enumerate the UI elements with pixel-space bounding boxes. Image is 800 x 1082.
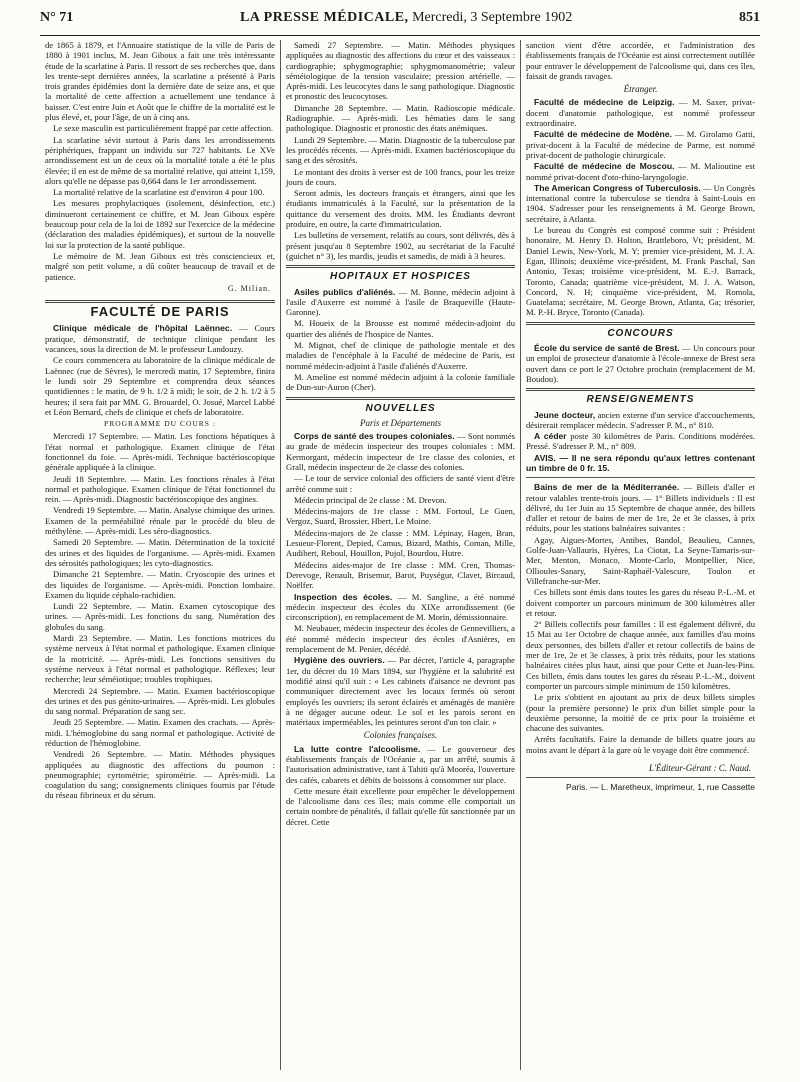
paragraph: — Le tour de service colonial des officiers de santé vient d'être arrêté comme suit :: [286, 473, 515, 494]
paragraph: Ces billets sont émis dans toutes les gares du réseau P.-L.-M. et doivent comporter un parcours minimum de 300 kilomètres aller et retour.: [526, 587, 755, 618]
schedule-item: Mercredi 17 Septembre. — Matin. Les fonctions hépatiques à l'état normal et pathologique. Examen clinique de l'état fonctionnel du foie. — Après-midi. Technique bactérioscopique générale appliquée à la clinique.: [45, 431, 275, 473]
article-label: Clinique médicale de l'hôpital Laënnec.: [53, 323, 233, 334]
schedule-item: Vendredi 26 Septembre. — Matin. Méthodes physiques appliquées au diagnostic des affections du poumon : pneumographie; cyrtométrie; spirométrie. — Après-midi. La coagulation du sang; consignements cliniques fournis par l'étude du réseau fibrineux et du sérum.: [45, 749, 275, 801]
section-divider: [286, 265, 515, 268]
paragraph: La scarlatine sévit surtout à Paris dans les arrondissements périphériques, frappant un individu sur 727 habitants. Le XVe arrondissement est un de ceux où la mortalité totale a été le plus élevée; il en est de même de sa mortalité relative, qui atteint 1,159, alors qu'elle ne dépasse pas 0,664 dans le 1er arrondissement.: [45, 134, 275, 186]
article-text: — M. Saxer, privat-docent d'anatomie pathologique, est nommé professeur extraordinaire.: [526, 97, 755, 129]
article-text: — Un Congrès international contre la tuberculose se tiendra à Saint-Louis en 1904. S'adresser pour les renseignements à M. George Brown, secrétaire, à Atlanta.: [526, 182, 755, 224]
newspaper-page: [40, 10, 760, 1076]
page-header: [40, 10, 760, 36]
article-label: Bains de mer de la Méditerranée.: [534, 482, 680, 493]
schedule-item: Samedi 27 Septembre. — Matin. Méthodes physiques appliquées au diagnostic des affections du cœur et des vaisseaux : cardiographie; sphygmographie; sphygmomanométrie; valeur séméiologique de la tension vasculaire; pression artérielle. — Après-midi. Les leucocytes dans le sang pathologique. Diagnostic et pronostic des leucocytoses.: [286, 40, 515, 102]
schedule-item: Mercredi 24 Septembre. — Matin. Examen bactérioscopique des urines et des pus génito-urinaires. — Après-midi. Les globules du sang normal. Préparation de sang sec.: [45, 685, 275, 717]
article-text: — M. Sangline, a été nommé médecin inspecteur des écoles du XIXe arrondissement (6e circonscription), en remplacement de M. Morin, démissionnaire.: [286, 591, 515, 623]
ad-label: A céder: [534, 431, 567, 442]
article-text: — Sont nommés au grade de médecin inspecteur des troupes coloniales : MM. Kermorgant, médecin inspecteur de 1re classe des colonies, et Grall, médecin inspecteur de 2e classe des colonies.: [286, 431, 516, 472]
paragraph: Les mesures prophylactiques (isolement, désinfection, etc.) diminueront certainement ce chiffre, et M. Jean Giboux espère beaucoup pour cela de la loi de 1892 sur l'exercice de la médecine (déclaration des maladies épidémiques), et surtout de la nouvelle loi sur la protection de la santé publique.: [45, 198, 275, 250]
column-1: [40, 40, 280, 1070]
schedule-item: Jeudi 18 Septembre. — Matin. Les fonctions rénales à l'état normal et pathologique. Examen clinique de l'état fonctionnel du rein. — Après-midi. Diagnostic bactérioscopique des angines.: [45, 473, 275, 505]
article-text: — Billets d'aller et retour valables trente-trois jours. — 1° Billets individuels : Il est délivré, du 1er Juin au 15 Septembre de chaque année, des billets d'aller et retour de bains de mer de 1re, 2e et 3e classes, à prix réduits, pour les stations balnéaires suivantes :: [526, 482, 755, 534]
paragraph: Arrêts facultatifs. Faire la demande de billets quatre jours au moins avant le départ à la gare où le voyage doit être commencé.: [526, 734, 755, 755]
paragraph: Les bulletins de versement, relatifs au cours, sont délivrés, dès à présent jusqu'au 8 Septembre 1902, au secrétariat de la Faculté (guichet n° 3), les mardis, jeudis et samedis, de midi à 3 heures.: [286, 230, 515, 261]
paragraph: de 1865 à 1879, et l'Annuaire statistique de la ville de Paris de 1880 à 1901 inclus, M. Jean Giboux a fait une très intéressante étude de la scarlatine à Paris. Il ressort de ses recherches que, dans les trente-sept dernières années, la scarlatine a présenté à Paris trois grandes épidémies dont la dernière date de seize ans, et que la mortalité de cette affection a actuellement une tendance à baisser. C'est entre Juin et Août que le chiffre de la mortalité est le plus élevé, et, pour l'âge, de un à cinq ans.: [45, 40, 275, 123]
paragraph: Le bureau du Congrès est composé comme suit : Président honoraire, M. Henry D. Holton, Brattleboro, Vt; président, M. Daniel Lewis, New-York, M. Y; premier vice-président, M. J. A. Egan, Illinois; deuxième vice-président, M. Frank Paschal, San Antonio, Texas; troisième vice-président, M. E.-J. Barrack, Toronto, Canada; quatrième vice-président, M. J. A. Watson, Concord, N. H; cinquième vice-président, M. Romola, Guatelama; secrétaire, M. George Brown, Atlanta, Ga; trésorier, M. P.-H. Bryce, Toronto (Canada).: [526, 225, 755, 318]
schedule-item: Vendredi 19 Septembre. — Matin. Analyse chimique des urines. Examen de la perméabilité rénale par le procédé du bleu de méthylène. — Après-midi. Les séro-diagnostics.: [45, 505, 275, 537]
paragraph: Ce cours commencera au laboratoire de la clinique médicale de Laënnec (rue de Sèvres), le mercredi matin, 17 Septembre, finira le lundi soir 29 Septembre et comprendra deux séances quotidiennes : le matin, de 9 h. 1/2 à midi; le soir, de 2 h. 1/2 à 5 heures; il sera fait par MM. G. Brouardel, O. Josué, Marcel Labbé et Léon Bernard, chefs de clinique et chefs de laboratoire.: [45, 355, 275, 417]
divider: [526, 477, 755, 478]
paragraph: sanction vient d'être accordée, et l'administration des établissements français de l'Océanie est ainsi correctement outillée pour entraver le développement de l'alcoolisme qui, dans ces îles, faisait de grands ravages.: [526, 40, 755, 81]
ad-label: Jeune docteur,: [534, 409, 596, 420]
article-label: Faculté de médecine de Moscou.: [534, 161, 675, 172]
ad-text: poste 30 kilomètres de Paris. Conditions modérées. Pressé. S'adresser P. M., n° 809.: [526, 431, 756, 452]
schedule-item: Lundi 29 Septembre. — Matin. Diagnostic de la tuberculose par les procédés récents. — Après-midi. Examen bactérioscopique du sang et des sérosités.: [286, 134, 515, 166]
section-divider: [526, 322, 755, 325]
section-divider: [526, 388, 755, 391]
divider: [526, 777, 755, 778]
paragraph: Agay, Aigues-Mortes, Antibes, Bandol, Beaulieu, Cannes, Golfe-Juan-Vallauris, Hyères, La Ciotat, La Seyne-Tamaris-sur-Mer, Menton, Monaco, Monte-Carlo, Montpellier, Nice, Ollioules-Sanary, Saint-Raphaël-Valescure, Toulon et Villefranche-sur-Mer.: [526, 534, 755, 586]
paragraph: M. Mignot, chef de clinique de pathologie mentale et des maladies de l'encéphale à la Faculté de médecine de Paris, est nommé médecin-adjoint à l'asile d'aliénés d'Auxerre.: [286, 340, 515, 371]
article-text: — Par décret, l'article 4, paragraphe 1er, du décret du 10 Mars 1894, sur l'hygiène et la salubrité est modifié ainsi qu'il suit : « Les cabinets d'aisance ne devront pas communiquer directement avec les locaux fermés où seront employés les ouvriers; ils seront éclairés et aménagés de manière à ne dégager aucune odeur. Le sol et les parois seront en matériaux imperméables, les peintures seront d'un ton clair. »: [286, 655, 515, 728]
section-divider: [45, 300, 275, 303]
article-label: Corps de santé des troupes coloniales.: [294, 431, 455, 442]
editor-credit: L'Éditeur-Gérant : C. Naud.: [649, 763, 751, 773]
article-text: — Un concours pour un emploi de prosecteur d'anatomie à l'école-annexe de Brest sera ouvert dans ce port le 27 Octobre prochain (remplacement de M. Boudou).: [526, 343, 756, 384]
journal-title: LA PRESSE MÉDICALE,: [239, 10, 409, 25]
paragraph: La mortalité relative de la scarlatine est d'environ 4 pour 100.: [53, 187, 265, 198]
paragraph: Médecin principal de 2e classe : M. Drevon.: [294, 494, 447, 505]
schedule-item: Samedi 20 Septembre. — Matin. Détermination de la toxicité des urines et des liquides de l'organisme. — Après-midi. Examen des sérosités pathologiques; les cyto-diagnostics.: [45, 537, 275, 568]
subsection-title: Étranger.: [623, 84, 658, 95]
article-label: Hygiène des ouvriers.: [294, 655, 385, 666]
section-title: HOPITAUX ET HOSPICES: [330, 271, 471, 283]
article-text: — M. Malioutine est nommé privat-docent d'oto-rhino-laryngologie.: [526, 161, 755, 182]
section-title: CONCOURS: [607, 327, 674, 339]
article-label: Faculté de médecine de Leipzig.: [534, 97, 675, 108]
paragraph: Le mémoire de M. Jean Giboux est très consciencieux et, malgré son petit volume, a dû coûter beaucoup de travail et de patience.: [45, 250, 275, 282]
article-text: — M. Bonne, médecin adjoint à l'asile d'Auxerre est nommé à l'asile de Braqueville (Haute-Garonne).: [286, 286, 515, 318]
section-title: RENSEIGNEMENTS: [586, 394, 695, 406]
printer-credit: Paris. — L. Maretheux, imprimeur, 1, rue Cassette: [566, 782, 755, 793]
paragraph: M. Neubauer, médecin inspecteur des écoles de Gennevilliers, a été nommé médecin inspecteur des écoles d'Asnières, en remplacement de M. Penier, décédé.: [286, 623, 515, 655]
schedule-item: Jeudi 25 Septembre. — Matin. Examen des crachats. — Après-midi. L'hémoglobine du sang normal et pathologique. Activité de réduction de l'hémoglobine.: [45, 717, 275, 748]
article-label: La lutte contre l'alcoolisme.: [294, 743, 421, 754]
paragraph: M. Houeix de la Brousse est nommé médecin-adjoint du quartier des aliénés de l'hospice de Nantes.: [286, 318, 515, 339]
section-title: FACULTÉ DE PARIS: [90, 304, 230, 320]
ad-text: ancien externe d'un service d'accouchements, désirerait remplacer médecin. S'adresser P. M., n° 810.: [526, 409, 755, 430]
paragraph: Seront admis, les docteurs français et étrangers, ainsi que les étudiants immatriculés à la Faculté, sur la présentation de la quittance du versement des droits. MM. les Étudiants devront produire, en outre, la carte d'immatriculation.: [286, 188, 515, 230]
article-label: École du service de santé de Brest.: [534, 343, 680, 354]
paragraph: Médecins-majors de 2e classe : MM. Lépinay, Hagen, Bran, Lesueur-Florent, Depied, Camus, Bizard, Mathis, Coman, Mille, Audibert, Reboul, Houillon, Pujol, Bourdou, Hutre.: [286, 527, 515, 559]
paragraph: Médecins-majors de 1re classe : MM. Fortoul, Le Guen, Vergoz, Suard, Brossier, Hbert, Le Moine.: [286, 506, 515, 527]
paragraph: Le prix s'obtient en ajoutant au prix de deux billets simples (pour la première personne) le prix d'un billet simple pour la deuxième personne, la moitié de ce prix pour la troisième et chacune des suivantes.: [526, 692, 755, 734]
author-signature: G. Milian.: [227, 283, 271, 293]
article-label: Inspection des écoles.: [294, 591, 393, 602]
paragraph: M. Ameline est nommé médecin adjoint à la colonie familiale de Dun-sur-Auron (Cher).: [286, 371, 515, 393]
article-label: Faculté de médecine de Modène.: [534, 129, 672, 140]
column-2: [280, 40, 520, 1070]
subsection-title: Paris et Départements: [360, 417, 441, 428]
text-columns: [40, 40, 760, 1070]
schedule-item: Mardi 23 Septembre. — Matin. Les fonctions motrices du système nerveux à l'état normal et pathologique. Examen clinique de la motricité. — Après-midi. Les fonctions sensitives du système nerveux à l'état normal et pathologique. Réflexes; leur recherche; leur séméiotique; troubles trophiques.: [45, 633, 275, 685]
page-number: 851: [739, 10, 760, 25]
column-3: [520, 40, 760, 1070]
issue-number: N° 71: [40, 10, 74, 25]
section-divider: [286, 397, 515, 400]
paragraph: Médecins aides-major de 1re classe : MM. Cren, Thomas-Derevoge, Renault, Brisemur, Barot, Puységur, Clavet, Bircaud, Noëlfer.: [286, 559, 515, 591]
paragraph: Cette mesure était excellente pour empêcher le développement de l'alcoolisme dans ces îles; mais comme elle comportait un certain nombre de pénalités, il fallait qu'elle fût sanctionnée par un décret. Cette: [286, 785, 515, 827]
paragraph: Le montant des droits à verser est de 100 francs, pour les treize jours de cours.: [286, 166, 515, 187]
schedule-item: Dimanche 21 Septembre. — Matin. Cryoscopie des urines et des liquides de l'organisme. — Après-midi. Ponction lombaire. Examen du liquide céphalo-rachidien.: [45, 569, 275, 600]
schedule-item: Dimanche 28 Septembre. — Matin. Radioscopie médicale. Radiographie. — Après-midi. Les hématies dans le sang pathologique. Diagnostic et pronostic des états anémiques.: [286, 102, 515, 134]
notice: AVIS. — Il ne sera répondu qu'aux lettres contenant un timbre de 0 fr. 15.: [526, 452, 755, 473]
masthead: [240, 10, 572, 26]
section-title: NOUVELLES: [365, 402, 436, 414]
issue-date: Mercredi, 3 Septembre 1902: [412, 10, 573, 25]
paragraph: Le sexe masculin est particulièrement frappé par cette affection.: [53, 123, 274, 134]
article-text: — Le gouverneur des établissements français de l'Océanie a, par un arrêté, soumis à l'autorisation administrative, tant à Tahiti qu'à Mooréa, l'ouverture des cafés, cabarets et débits de boissons à consommer sur place.: [286, 743, 515, 785]
article-text: — Cours pratique, démonstratif, de technique clinique pendant les vacances, sous la direction de M. le professeur Landouzy.: [45, 323, 275, 355]
paragraph: 2° Billets collectifs pour familles : Il est également délivré, du 15 Mai au 1er Octobre de chaque année, aux familles d'au moins deux personnes, des billets d'aller et retour collectifs de bains de mer de 1re, 2e et 3e classes, à prix très réduits, pour les stations balnéaires citées plus haut, ainsi que pour Cette et Juan-les-Pins. Ces billets, émis dans toutes les gares du réseau P.-L.-M., doivent comporter un parcours simple minimum de 150 kilomètres.: [526, 619, 755, 691]
schedule-item: Lundi 22 Septembre. — Matin. Examen cytoscopique des urines. — Après-midi. Les fonctions du sang. Numération des globules du sang.: [45, 601, 275, 632]
programme-heading: PROGRAMME DU COURS :: [104, 419, 216, 429]
article-label: The American Congress of Tuberculosis.: [534, 182, 701, 193]
article-text: — M. Girolamo Gatti, privat-docent à la Faculté de médecine de Parme, est nommé privat-docent de pathologie chirurgicale.: [526, 129, 755, 160]
subsection-title: Colonies françaises.: [363, 730, 438, 741]
article-label: Asiles publics d'aliénés.: [294, 286, 396, 297]
